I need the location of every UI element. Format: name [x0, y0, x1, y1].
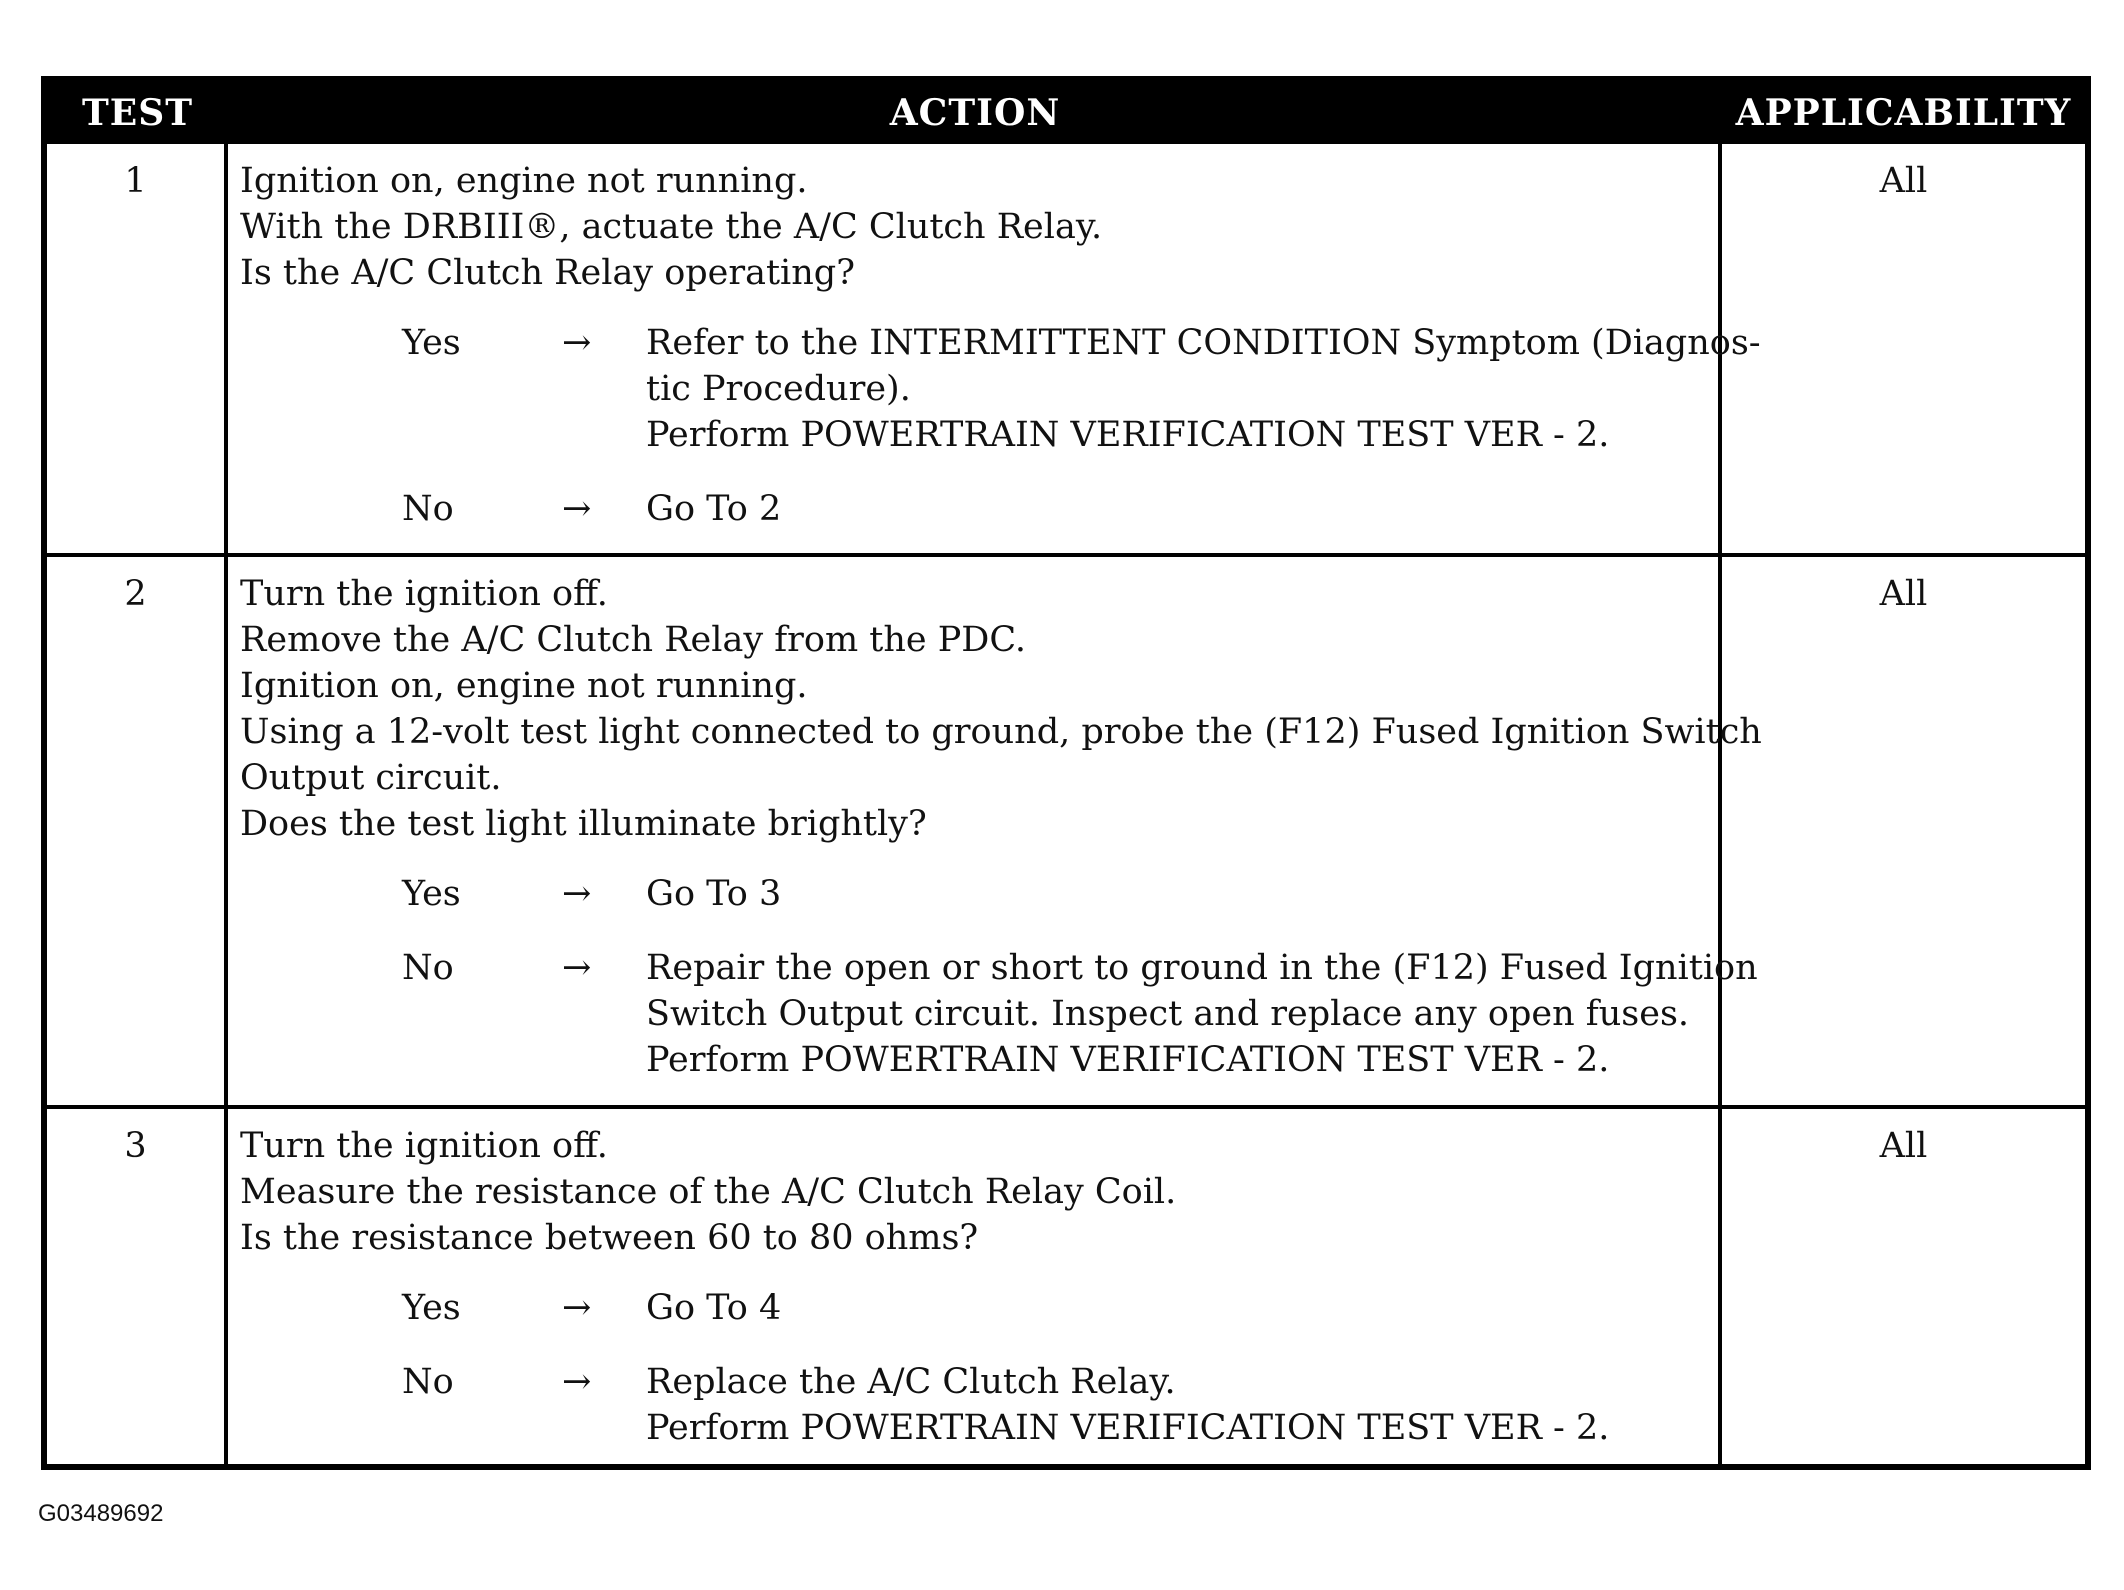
arrow-right-icon: → — [562, 1362, 592, 1402]
action-line: Using a 12-volt test light connected to ground, probe the (F12) Fused Ignition Switch — [240, 712, 1762, 752]
answer-line: Repair the open or short to ground in the (F12) Fused Ignition — [646, 948, 1758, 988]
arrow-right-icon: → — [562, 489, 592, 529]
test-applicability: All — [1722, 144, 2085, 557]
action-line: Ignition on, engine not running. — [240, 666, 808, 706]
answer-group — [240, 320, 1761, 532]
action-line: Output circuit. — [240, 758, 502, 798]
answer-text — [646, 486, 1710, 532]
header-test: TEST — [47, 82, 228, 144]
arrow-right-icon: → — [562, 1288, 592, 1328]
header-action: ACTION — [228, 82, 1722, 144]
answer-group — [240, 871, 1758, 1083]
answer-label: Yes — [402, 1288, 461, 1328]
answer-line: Go To 2 — [646, 489, 782, 529]
answer-label: No — [402, 1362, 454, 1402]
test-applicability: All — [1722, 557, 2085, 1109]
answer-group — [240, 1285, 1710, 1451]
answer-line: Switch Output circuit. Inspect and replace any open fuses. — [646, 994, 1690, 1034]
answer-line: Perform POWERTRAIN VERIFICATION TEST VER - 2. — [646, 1408, 1610, 1448]
action-line: Turn the ignition off. — [240, 574, 608, 614]
action-line: Does the test light illuminate brightly? — [240, 804, 927, 844]
action-line: With the DRBIII®, actuate the A/C Clutch Relay. — [240, 207, 1103, 247]
action-line: Remove the A/C Clutch Relay from the PDC. — [240, 620, 1027, 660]
answer-line: Go To 4 — [646, 1288, 782, 1328]
action-line: Ignition on, engine not running. — [240, 161, 808, 201]
answer-no — [240, 945, 1758, 1083]
answer-yes — [240, 1285, 1710, 1331]
answer-line: tic Procedure). — [646, 369, 911, 409]
figure-id: G03489692 — [38, 1500, 164, 1527]
answer-line: Go To 3 — [646, 874, 782, 914]
test-action — [228, 557, 1762, 1109]
answer-no — [240, 486, 1710, 532]
action-line: Is the A/C Clutch Relay operating? — [240, 253, 855, 293]
answer-text — [646, 320, 1761, 458]
arrow-right-icon: → — [562, 323, 592, 363]
answer-text — [646, 945, 1758, 1083]
test-number: 1 — [47, 144, 228, 557]
answer-line: Replace the A/C Clutch Relay. — [646, 1362, 1176, 1402]
action-line: Turn the ignition off. — [240, 1126, 608, 1166]
answer-line: Perform POWERTRAIN VERIFICATION TEST VER - 2. — [646, 415, 1610, 455]
answer-text — [646, 1285, 1710, 1331]
test-applicability: All — [1879, 1126, 1928, 1166]
action-line: Measure the resistance of the A/C Clutch Relay Coil. — [240, 1172, 1177, 1212]
test-number: 2 — [47, 557, 228, 1109]
test-number: 3 — [47, 1109, 228, 1464]
answer-text — [646, 1359, 1710, 1451]
answer-yes — [240, 871, 1710, 917]
diagnostic-test-table — [41, 76, 2091, 1470]
answer-no — [240, 1359, 1710, 1451]
answer-line: Refer to the INTERMITTENT CONDITION Symptom (Diagnos- — [646, 323, 1761, 363]
header-applicability: APPLICABILITY — [1722, 82, 2085, 144]
test-action — [228, 1109, 1722, 1464]
test-action — [228, 144, 1761, 557]
answer-text — [646, 871, 1710, 917]
answer-line: Perform POWERTRAIN VERIFICATION TEST VER - 2. — [646, 1040, 1610, 1080]
answer-label: No — [402, 948, 454, 988]
answer-yes — [240, 320, 1761, 458]
arrow-right-icon: → — [562, 874, 592, 914]
answer-label: Yes — [402, 323, 461, 363]
arrow-right-icon: → — [562, 948, 592, 988]
answer-label: No — [402, 489, 454, 529]
action-line: Is the resistance between 60 to 80 ohms? — [240, 1218, 979, 1258]
answer-label: Yes — [402, 874, 461, 914]
